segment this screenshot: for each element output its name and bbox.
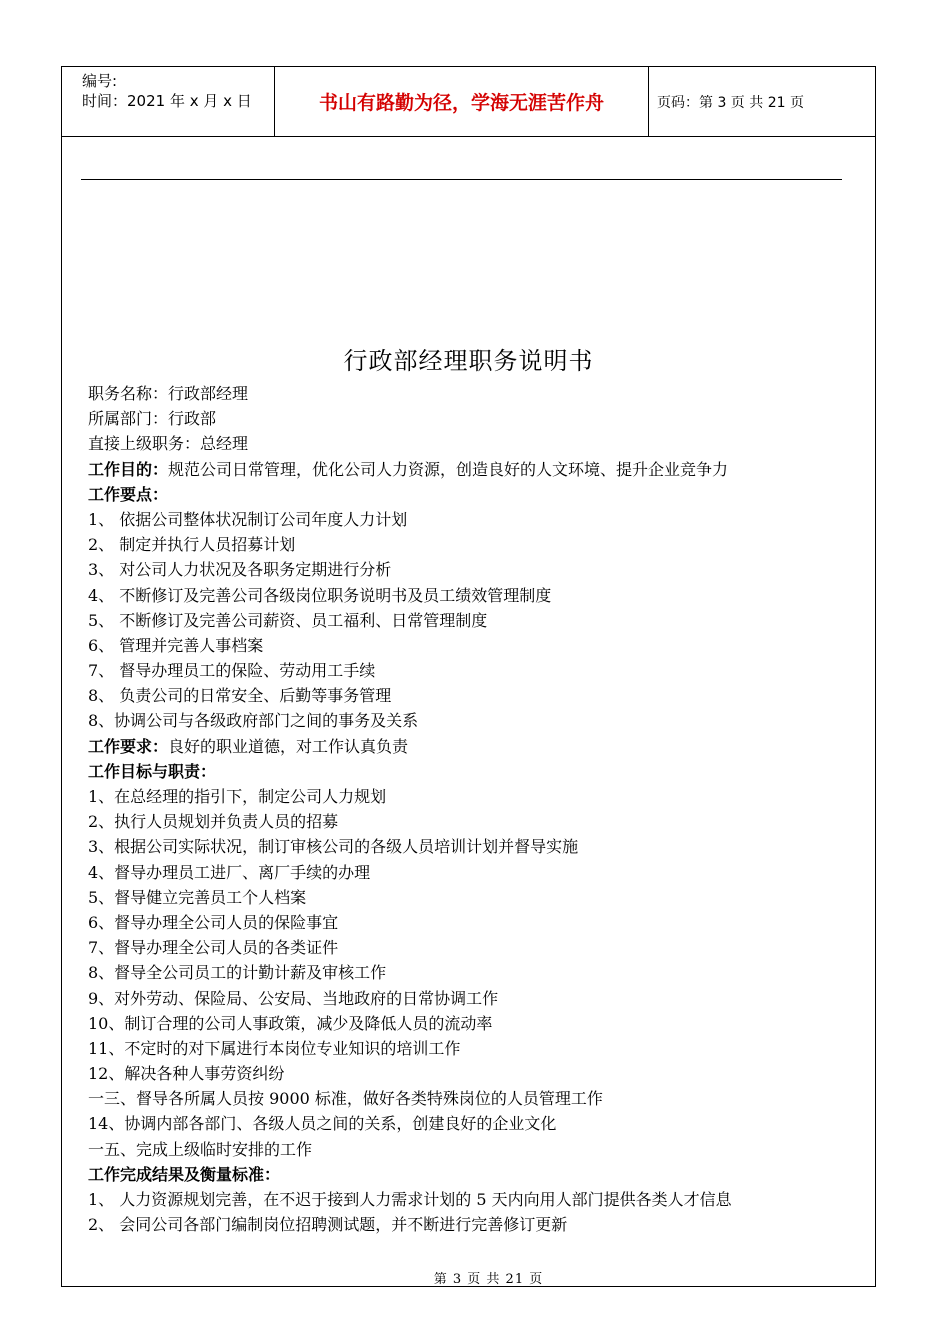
body-line bbox=[88, 532, 873, 557]
line-text: 6、督导办理全公司人员的保险事宜 bbox=[88, 912, 339, 932]
document-title: 行政部经理职务说明书 bbox=[343, 347, 594, 375]
section-label: 工作要求： bbox=[88, 736, 169, 756]
body-line bbox=[88, 734, 873, 759]
line-text: 8、 负责公司的日常安全、后勤等事务管理 bbox=[88, 686, 392, 706]
line-text: 14、协调内部各部门、各级人员之间的关系，创建良好的企业文化 bbox=[88, 1114, 557, 1134]
body-line bbox=[88, 1137, 873, 1162]
line-text: 2、执行人员规划并负责人员的招募 bbox=[88, 812, 339, 832]
section-label: 工作完成结果及衡量标准： bbox=[88, 1164, 281, 1184]
document-time-label: 时间：2021 年 x 月 x 日 bbox=[82, 92, 252, 110]
body-line bbox=[88, 1187, 873, 1212]
line-text: 一五、完成上级临时安排的工作 bbox=[88, 1139, 313, 1159]
body-line bbox=[88, 557, 873, 582]
document-number-label: 编号: bbox=[82, 72, 118, 90]
body-line bbox=[88, 885, 873, 910]
line-text: 1、 依据公司整体状况制订公司年度人力计划 bbox=[88, 509, 408, 529]
line-text: 所属部门：行政部 bbox=[88, 409, 217, 429]
body-line bbox=[88, 910, 873, 935]
section-label: 工作要点： bbox=[88, 484, 169, 504]
section-label: 工作目的： bbox=[88, 459, 169, 479]
body-line bbox=[88, 1036, 873, 1061]
line-text: 8、督导全公司员工的计勤计薪及审核工作 bbox=[88, 963, 387, 983]
line-text: 5、督导健立完善员工个人档案 bbox=[88, 887, 307, 907]
header-motto: 书山有路勤为径，学海无涯苦作舟 bbox=[275, 67, 649, 136]
line-text: 职务名称：行政部经理 bbox=[88, 384, 249, 403]
line-text: 一三、督导各所属人员按 9000 标准，做好各类特殊岗位的人员管理工作 bbox=[88, 1089, 603, 1109]
body-line bbox=[88, 809, 873, 834]
line-text: 3、 对公司人力状况及各职务定期进行分析 bbox=[88, 560, 392, 580]
line-text: 1、在总经理的指引下，制定公司人力规划 bbox=[88, 787, 387, 806]
document-page bbox=[61, 66, 876, 1287]
body-line bbox=[88, 759, 873, 784]
line-text: 7、 督导办理员工的保险、劳动用工手续 bbox=[88, 661, 376, 681]
line-text: 8、协调公司与各级政府部门之间的事务及关系 bbox=[88, 711, 419, 731]
line-text: 12、解决各种人事劳资纠纷 bbox=[88, 1064, 285, 1084]
body-line bbox=[88, 834, 873, 859]
line-text: 9、对外劳动、保险局、公安局、当地政府的日常协调工作 bbox=[88, 988, 499, 1008]
body-line bbox=[88, 1086, 873, 1111]
header-page-info: 页码：第 3 页 共 21 页 bbox=[657, 94, 804, 111]
line-text: 良好的职业道德，对工作认真负责 bbox=[168, 736, 409, 756]
body-line bbox=[88, 1011, 873, 1036]
page-header bbox=[62, 67, 875, 137]
body-line bbox=[88, 784, 873, 809]
line-text: 4、督导办理员工进厂、离厂手续的办理 bbox=[88, 862, 371, 882]
line-text: 3、根据公司实际状况，制订审核公司的各级人员培训计划并督导实施 bbox=[88, 837, 579, 857]
line-text: 2、 制定并执行人员招募计划 bbox=[88, 535, 296, 555]
body-line bbox=[88, 381, 873, 406]
body-line bbox=[88, 406, 873, 431]
body-line bbox=[88, 633, 873, 658]
body-line bbox=[88, 960, 873, 985]
body-line bbox=[88, 986, 873, 1011]
body-line bbox=[88, 507, 873, 532]
body-line bbox=[88, 1061, 873, 1086]
line-text: 2、 会同公司各部门编制岗位招聘测试题，并不断进行完善修订更新 bbox=[88, 1215, 568, 1235]
body-line bbox=[88, 658, 873, 683]
line-text: 5、 不断修订及完善公司薪资、员工福利、日常管理制度 bbox=[88, 610, 488, 630]
body-line bbox=[88, 683, 873, 708]
body-line bbox=[88, 1111, 873, 1136]
line-text: 4、 不断修订及完善公司各级岗位职务说明书及员工绩效管理制度 bbox=[88, 585, 552, 605]
body-line bbox=[88, 1212, 873, 1237]
body-line bbox=[88, 583, 873, 608]
page-footer: 第 3 页 共 21 页 bbox=[433, 1272, 544, 1287]
line-text: 11、不定时的对下属进行本岗位专业知识的培训工作 bbox=[88, 1038, 461, 1058]
body-line bbox=[88, 708, 873, 733]
line-text: 1、 人力资源规划完善，在不迟于接到人力需求计划的 5 天内向用人部门提供各类人才信息 bbox=[88, 1190, 732, 1209]
header-divider bbox=[81, 179, 842, 180]
body-line bbox=[88, 1162, 873, 1187]
line-text: 10、制订合理的公司人事政策，减少及降低人员的流动率 bbox=[88, 1013, 493, 1033]
body-line bbox=[88, 482, 873, 507]
body-line bbox=[88, 935, 873, 960]
document-body bbox=[88, 381, 873, 1237]
line-text: 6、 管理并完善人事档案 bbox=[88, 635, 264, 655]
line-text: 7、督导办理全公司人员的各类证件 bbox=[88, 938, 339, 958]
body-line bbox=[88, 608, 873, 633]
body-line bbox=[88, 431, 873, 456]
header-meta-cell bbox=[62, 67, 275, 136]
body-line bbox=[88, 457, 873, 482]
section-label: 工作目标与职责： bbox=[88, 761, 217, 781]
line-text: 直接上级职务：总经理 bbox=[88, 434, 249, 454]
body-line bbox=[88, 860, 873, 885]
line-text: 规范公司日常管理，优化公司人力资源，创造良好的人文环境、提升企业竞争力 bbox=[168, 459, 729, 479]
